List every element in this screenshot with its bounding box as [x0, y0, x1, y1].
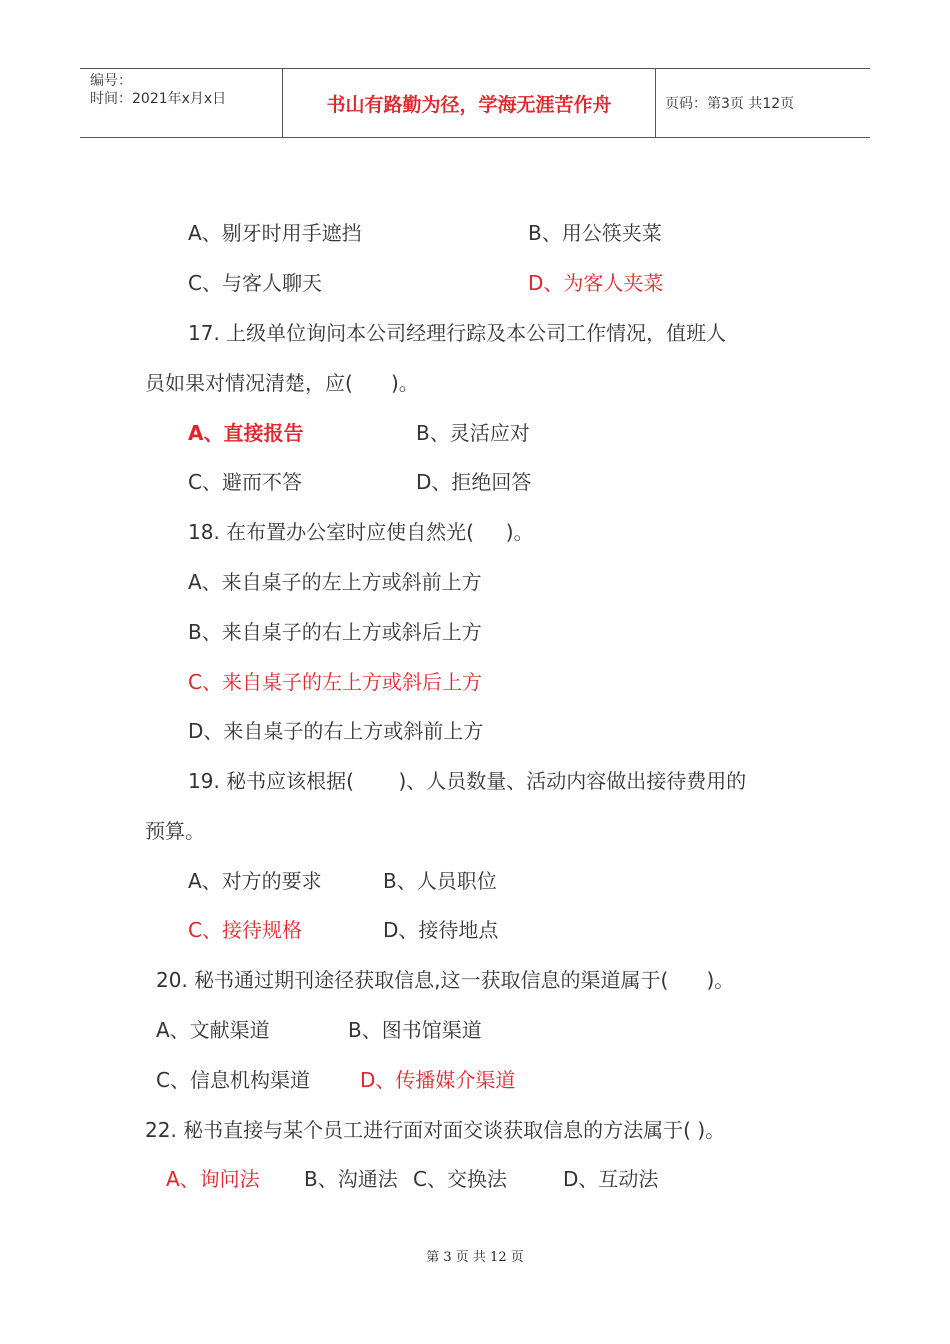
text-line: D、为客人夹菜: [528, 271, 664, 295]
header-page-info-text: 页码：第3页 共12页: [665, 96, 795, 112]
header-motto: 书山有路勤为径，学海无涯苦作舟: [283, 69, 656, 137]
text-line: B、灵活应对: [416, 421, 530, 445]
text-line: A、来自桌子的左上方或斜前上方: [188, 570, 482, 594]
text-line: C、避而不答: [188, 470, 302, 494]
text-line: C、与客人聊天: [188, 271, 322, 295]
page-footer: 第 3 页 共 12 页: [426, 1250, 524, 1265]
text-line: B、人员职位: [383, 869, 497, 893]
text-line: D、接待地点: [383, 918, 499, 942]
text-line: A、剔牙时用手遮挡: [188, 221, 362, 245]
text-line: B、来自桌子的右上方或斜后上方: [188, 620, 482, 644]
text-line: D、互动法: [563, 1167, 659, 1191]
text-line: 员如果对情况清楚，应( )。: [145, 371, 419, 395]
text-line: 22. 秘书直接与某个员工进行面对面交谈获取信息的方法属于( )。: [145, 1118, 726, 1142]
text-line: A、对方的要求: [188, 869, 322, 893]
text-line: C、接待规格: [188, 918, 302, 942]
text-line: 预算。: [145, 819, 205, 843]
header-number-label: 编号：: [90, 73, 132, 89]
text-line: 20. 秘书通过期刊途径获取信息,这一获取信息的渠道属于( )。: [156, 968, 735, 992]
text-line: D、传播媒介渠道: [360, 1068, 516, 1092]
text-line: 18. 在布置办公室时应使自然光( )。: [188, 520, 534, 544]
text-line: A、文献渠道: [156, 1018, 270, 1042]
text-line: 19. 秘书应该根据( )、人员数量、活动内容做出接待费用的: [188, 769, 747, 793]
text-line: B、沟通法: [304, 1167, 398, 1191]
text-line: D、来自桌子的右上方或斜前上方: [188, 719, 484, 743]
text-line: A、询问法: [166, 1167, 260, 1191]
text-line: 17. 上级单位询问本公司经理行踪及本公司工作情况，值班人: [188, 321, 727, 345]
text-line: B、图书馆渠道: [348, 1018, 482, 1042]
text-line: D、拒绝回答: [416, 470, 532, 494]
text-line: A、直接报告: [188, 421, 304, 445]
page-header: [80, 68, 870, 138]
text-line: C、交换法: [413, 1167, 507, 1191]
text-line: B、用公筷夹菜: [528, 221, 662, 245]
header-meta: [80, 69, 283, 137]
header-time-label: 时间：2021年x月x日: [90, 91, 227, 107]
text-line: C、信息机构渠道: [156, 1068, 310, 1092]
text-line: C、来自桌子的左上方或斜后上方: [188, 670, 482, 694]
header-page-info: [656, 69, 870, 137]
